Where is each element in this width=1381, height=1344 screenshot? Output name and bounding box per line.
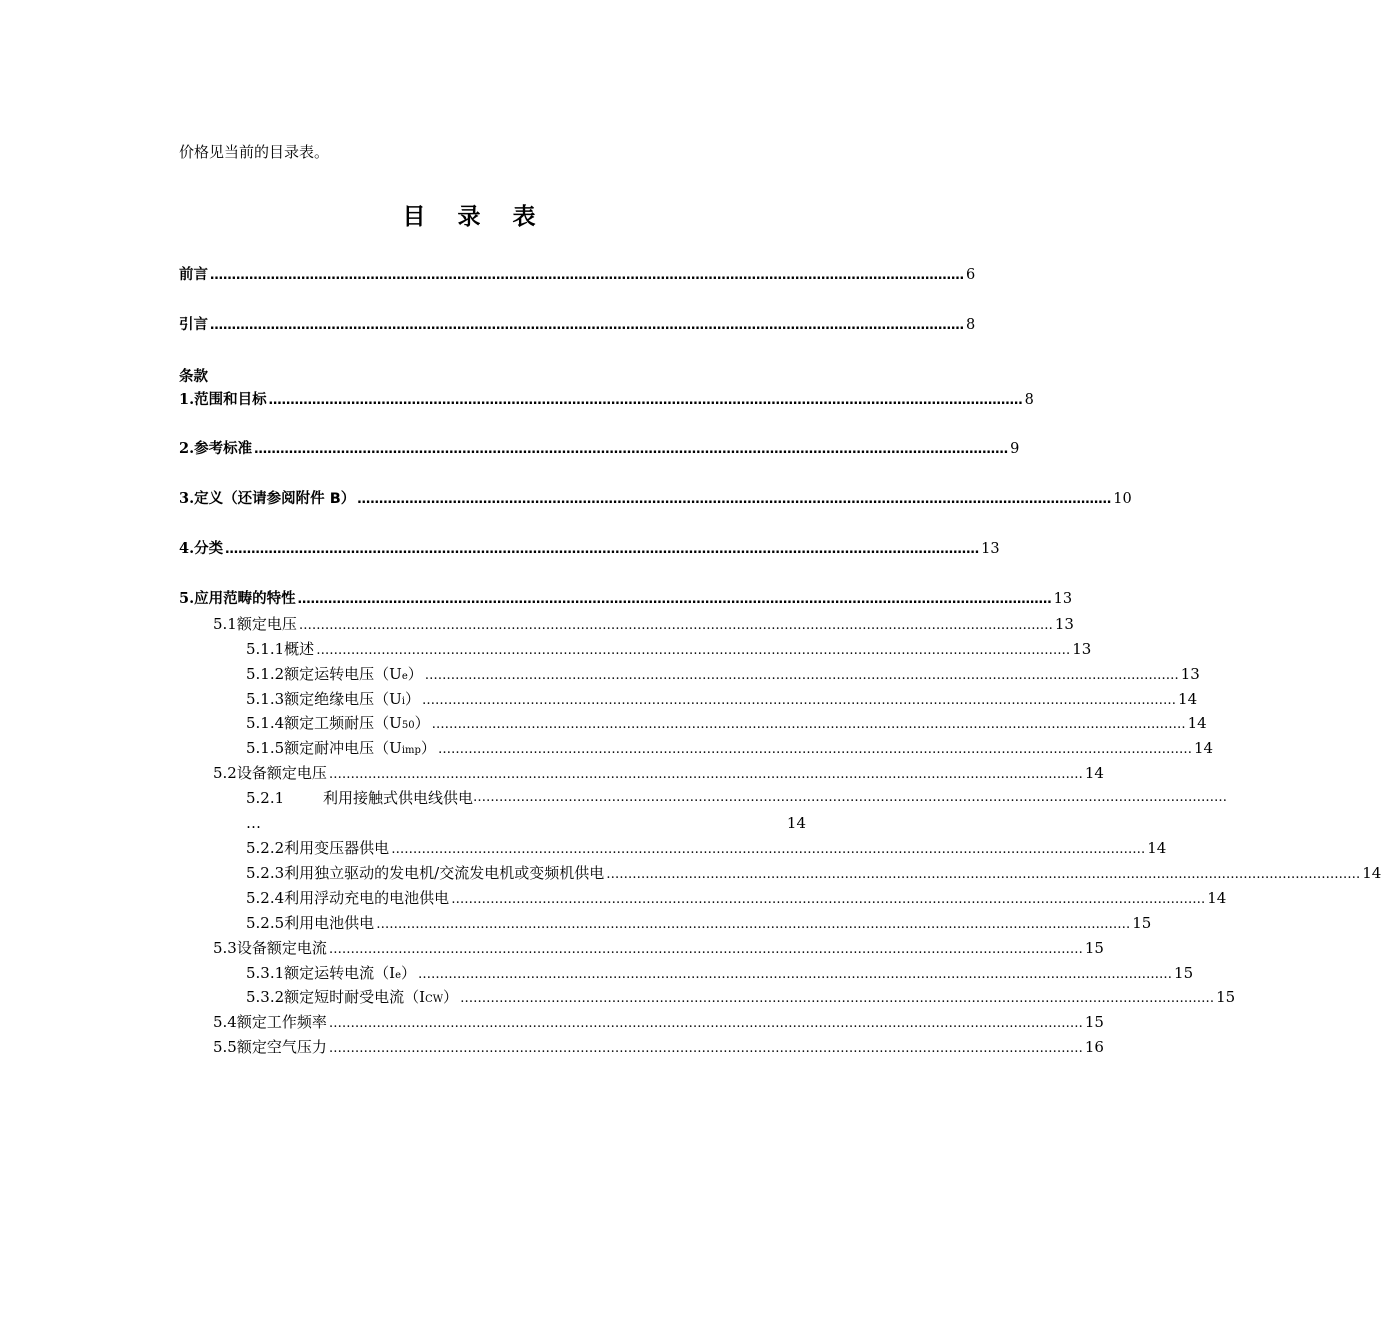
toc-number: 5.2.4 [246,889,285,907]
toc-leader: ………………………………………………………………………………………………………………………………………………………… [225,542,980,557]
toc-title: 目 录 表 [402,204,548,230]
toc-subscript: e [401,671,408,682]
toc-page: 14 [1178,690,1198,708]
toc-page: 14 [1187,714,1207,732]
toc-page: 14 [1147,839,1167,857]
toc-number: 5.2.1 [246,789,285,807]
toc-leader: ………………………………………………………………………………………………………………………………………………………… [424,668,1179,683]
toc-number: 3. [179,490,195,507]
toc-leader: ………………………………………………………………………………………………………………………………………………………… [268,393,1023,408]
toc-page: 14 [1084,764,1104,782]
toc-number: 5.1.4 [246,714,285,732]
toc-entry-2[interactable] [179,438,1020,460]
toc-number: 5.1.2 [246,665,285,683]
toc-leader: ………………………………………………………………………………………………………………………………………………………… [328,1016,1083,1031]
toc-page: 14 [1193,739,1214,757]
toc-entry-4[interactable] [179,538,1000,560]
toc-entry-5[interactable] [179,588,1073,610]
toc-leader: ………………………………………………………………………………………………………………………………………………………… [254,442,1009,457]
toc-label: 利用变压器供电 [284,839,390,857]
toc-page: 13 [1054,615,1074,633]
toc-page: 6 [966,267,976,283]
toc-page: 14 [786,814,806,832]
toc-entry-5-3-1[interactable] [246,962,1194,984]
toc-entry-5-1-3[interactable] [246,688,1198,710]
toc-entry-5-1[interactable] [213,613,1074,635]
toc-number: 5.3.2 [246,988,285,1006]
toc-number: 5.1.3 [246,690,285,708]
toc-subscript: CW [425,994,444,1005]
toc-leader: ………………………………………………………………………………………………………………………………………………………… [418,967,1173,982]
toc-leader: ………………………………………………………………………………………………………………………………………………………… [451,892,1206,907]
toc-page: 15 [1174,964,1194,982]
toc-entry-5-3-2[interactable] [246,986,1236,1008]
toc-entry-3[interactable] [179,488,1132,510]
toc-label: 利用独立驱动的发电机/交流发电机或变频机供电 [284,864,605,882]
toc-label: 额定短时耐受电流（I [284,988,426,1006]
toc-number: 4. [179,540,195,557]
toc-number: 5.1.5 [246,739,285,757]
toc-number: 5. [179,590,195,607]
toc-subscript: i [401,696,406,707]
toc-entry-5-2-2[interactable] [246,837,1167,859]
toc-leader: ………………………………………………………………………………………………………………………………………………………… [422,693,1177,708]
toc-leader: ………………………………………………………………………………………………………………………………………………………… [210,318,964,333]
toc-label: 定义（还请参阅附件 B） [194,491,356,507]
toc-entry-5-2-1-cont [246,812,806,834]
toc-entry-introduction[interactable] [179,314,976,336]
toc-number: 5.4 [213,1013,237,1031]
toc-number: 2. [179,440,195,457]
toc-page: 14 [1207,889,1227,907]
toc-label: 参考标准 [194,441,253,457]
toc-number: 5.2 [213,764,237,782]
toc-entry-5-2-3[interactable] [246,862,1381,884]
toc-page: 13 [1053,591,1073,607]
toc-page: 13 [981,541,1000,557]
toc-leader: ………………………………………………………………………………………………………………………………………………………… [606,867,1361,882]
toc-label: 额定工作频率 [236,1013,327,1031]
toc-subscript: e [395,970,402,981]
clauses-heading: 条款 [179,369,208,385]
toc-entry-5-2-4[interactable] [246,887,1227,909]
toc-page: 13 [1072,640,1092,658]
toc-number: 5.2.2 [246,839,285,857]
toc-label: 利用浮动充电的电池供电 [284,889,450,907]
toc-entry-5-2[interactable] [213,762,1104,784]
toc-leader: ………………………………………………………………………………………………………………………………………………………… [460,991,1215,1006]
toc-label: 前言 [179,267,208,283]
toc-label: 设备额定电流 [236,939,327,957]
toc-label: 额定耐冲电压（U [284,739,402,757]
toc-label-tail: ） [407,665,423,683]
toc-page: 9 [1010,441,1020,457]
toc-label: 额定电压 [236,615,297,633]
toc-leader: ………………………………………………………………………………………………………………………………………………………… [298,618,1053,633]
toc-entry-5-5[interactable] [213,1036,1104,1058]
toc-number: 1. [179,391,195,408]
toc-label-tail: ） [405,690,421,708]
toc-label: 利用接触式供电线供电 [323,789,474,807]
toc-entry-5-1-4[interactable] [246,712,1207,734]
toc-subscript: imp [401,745,421,756]
toc-label: 额定绝缘电压（U [284,690,402,708]
toc-number: 5.3 [213,939,237,957]
toc-label-tail: ） [414,714,430,732]
intro-text: 价格见当前的目录表。 [179,143,330,161]
toc-label: 额定空气压力 [236,1038,327,1056]
toc-entry-5-1-2[interactable] [246,663,1200,685]
toc-number: 5.2.3 [246,864,285,882]
toc-label: 引言 [179,317,208,333]
toc-leader: ………………………………………………………………………………………………………………………………………………………… [316,643,1071,658]
toc-number: 5.1.1 [246,640,285,658]
toc-entry-5-2-5[interactable] [246,912,1152,934]
toc-label: 额定运转电流（I [284,964,396,982]
toc-leader: ………………………………………………………………………………………………………………………………………………………… [431,717,1186,732]
toc-label: 概述 [284,640,315,658]
toc-leader: ………………………………………………………………………………………………………………………………………………………… [357,492,1112,507]
toc-label: 额定工频耐压（U [284,714,402,732]
toc-page: 15 [1084,939,1104,957]
toc-page: 16 [1084,1038,1104,1056]
toc-page: 10 [1113,491,1132,507]
toc-leader: ………………………………………………………………………………………………………………………………………………………… [328,1041,1083,1056]
toc-label: 利用电池供电 [284,914,375,932]
toc-leader: ………………………………………………………………………………………………………………………………………………………… [328,942,1083,957]
toc-subscript: 50 [401,720,415,731]
toc-leader: ………………………………………………………………………………………………………………………………………………………… [391,842,1146,857]
toc-page: 14 [1362,864,1381,882]
toc-page: 8 [1024,392,1034,408]
toc-page: 8 [966,317,976,333]
toc-page: 15 [1216,988,1236,1006]
toc-leader: ………………………………………………………………………………………………………………………………………………………… [297,592,1052,607]
toc-label-tail: ） [443,988,459,1006]
toc-number: 5.5 [213,1038,237,1056]
toc-label: 额定运转电压（U [284,665,402,683]
toc-leader-cont: … [246,814,261,832]
toc-entry-5-1-5[interactable] [246,737,1214,759]
toc-page: 15 [1084,1013,1104,1031]
toc-leader: ………………………………………………………………………………………………………………………………………………………… [473,790,1228,805]
toc-entry-preface[interactable] [179,264,976,286]
toc-entry-5-1-1[interactable] [246,638,1092,660]
toc-label: 范围和目标 [194,392,267,408]
toc-leader: ………………………………………………………………………………………………………………………………………………………… [437,742,1192,757]
toc-label: 分类 [194,541,224,557]
toc-page: 15 [1132,914,1152,932]
toc-leader: ………………………………………………………………………………………………………………………………………………………… [328,767,1083,782]
toc-label-tail: ） [401,964,417,982]
toc-number: 5.3.1 [246,964,285,982]
toc-entry-5-3[interactable] [213,937,1104,959]
toc-label: 设备额定电压 [236,764,327,782]
toc-page: 13 [1180,665,1200,683]
toc-entry-5-4[interactable] [213,1011,1104,1033]
toc-label: 应用范畴的特性 [194,591,296,607]
toc-number: 5.2.5 [246,914,285,932]
toc-label-tail: ） [420,739,436,757]
toc-number: 5.1 [213,615,237,633]
toc-entry-5-2-1[interactable] [246,787,1228,809]
toc-leader: ………………………………………………………………………………………………………………………………………………………… [376,917,1131,932]
toc-leader: ………………………………………………………………………………………………………………………………………………………… [210,268,964,283]
toc-entry-1[interactable] [179,389,1034,411]
